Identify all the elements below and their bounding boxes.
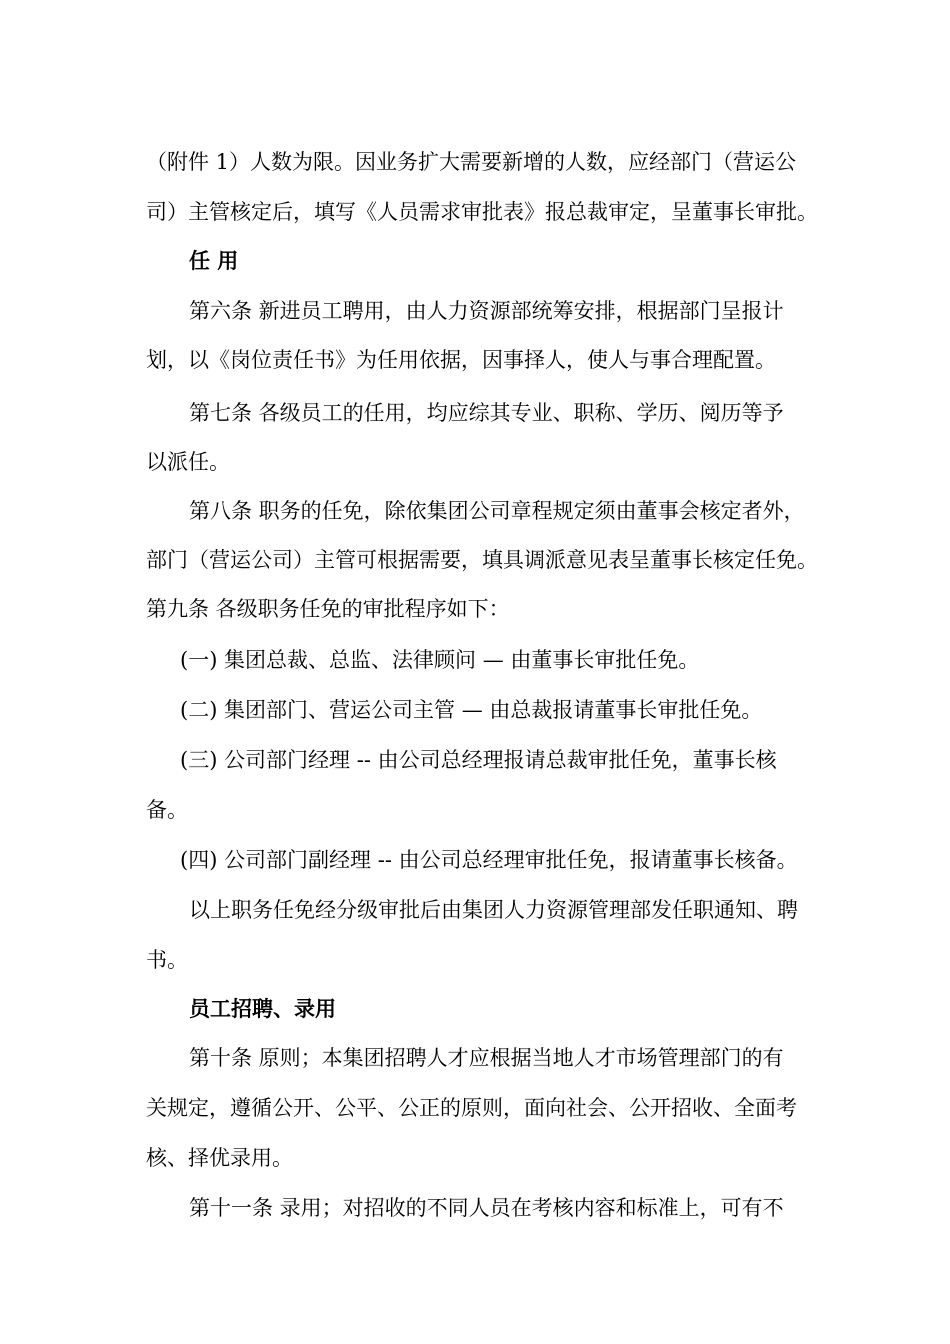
paragraph-line: 司）主管核定后，填写《人员需求审批表》报总裁审定，呈董事长审批。	[146, 200, 818, 224]
paragraph-line: 第十条 原则；本集团招聘人才应根据当地人才市场管理部门的有	[189, 1046, 784, 1070]
section-heading: 员工招聘、录用	[189, 997, 336, 1021]
paragraph-line: 部门（营运公司）主管可根据需要，填具调派意见表呈董事长核定任免。	[146, 548, 818, 572]
list-item: (二) 集团部门、营运公司主管 — 由总裁报请董事长审批任免。	[180, 698, 763, 722]
paragraph-line: 关规定，遵循公开、公平、公正的原则，面向社会、公开招收、全面考	[146, 1096, 797, 1120]
section-heading: 任 用	[189, 249, 239, 273]
paragraph-line: 第九条 各级职务任免的审批程序如下：	[146, 597, 510, 621]
paragraph-line: 以上职务任免经分级审批后由集团人力资源管理部发任职通知、聘	[189, 898, 798, 922]
paragraph-line: 第七条 各级员工的任用，均应综其专业、职称、学历、阅历等予	[189, 401, 784, 425]
list-item: 备。	[146, 798, 188, 822]
list-item: (一) 集团总裁、总监、法律顾问 — 由董事长审批任免。	[180, 648, 700, 672]
paragraph-line: 第六条 新进员工聘用，由人力资源部统筹安排，根据部门呈报计	[189, 299, 784, 323]
paragraph-line: 第十一条 录用；对招收的不同人员在考核内容和标准上，可有不	[189, 1196, 784, 1220]
paragraph-line: 第八条 职务的任免，除依集团公司章程规定须由董事会核定者外，	[189, 499, 805, 523]
paragraph-line: 划，以《岗位责任书》为任用依据，因事择人，使人与事合理配置。	[146, 348, 776, 372]
paragraph-line: 书。	[146, 948, 188, 972]
paragraph-line: 核、择优录用。	[146, 1146, 293, 1170]
paragraph-line: （附件 1）人数为限。因业务扩大需要新增的人数，应经部门（营运公	[146, 150, 797, 174]
list-item: (三) 公司部门经理 -- 由公司总经理报请总裁审批任免，董事长核	[180, 748, 777, 772]
list-item: (四) 公司部门副经理 -- 由公司总经理审批任免，报请董事长核备。	[180, 848, 798, 872]
paragraph-line: 以派任。	[146, 450, 230, 474]
